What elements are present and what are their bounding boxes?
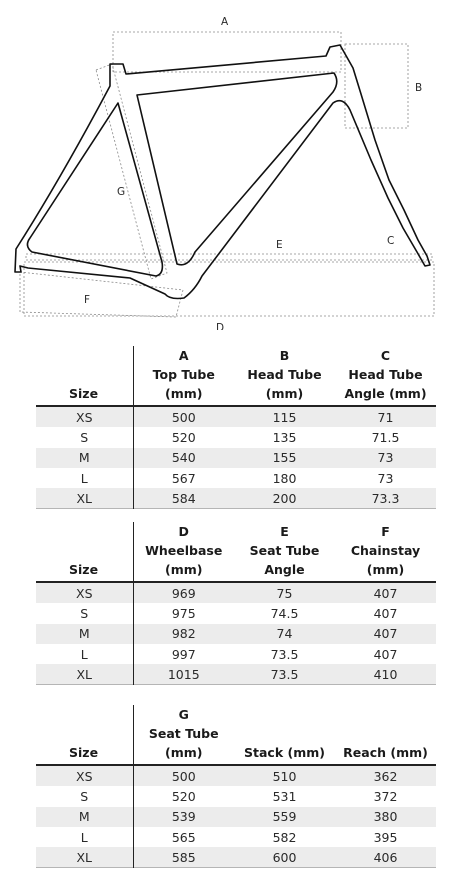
- value-cell: 510: [234, 765, 335, 786]
- value-cell: 71.5: [335, 427, 436, 447]
- value-cell: 540: [133, 448, 234, 468]
- value-cell: 395: [335, 827, 436, 847]
- size-cell: L: [36, 827, 133, 847]
- value-cell: 565: [133, 827, 234, 847]
- table-row: [36, 427, 436, 447]
- value-cell: 997: [133, 644, 234, 664]
- bike-frame: [15, 45, 430, 299]
- size-cell: S: [36, 603, 133, 623]
- value-cell: 74.5: [234, 603, 335, 623]
- value-cell: 407: [335, 624, 436, 644]
- column-header-e: E Seat Tube Angle: [249, 524, 320, 577]
- value-cell: 71: [335, 406, 436, 427]
- label-g: G: [117, 186, 126, 198]
- column-header-reach: Reach (mm): [343, 745, 428, 760]
- size-cell: XS: [36, 765, 133, 786]
- dimension-d-wheelbase-box: [24, 262, 434, 316]
- table-row: [36, 624, 436, 644]
- value-cell: 407: [335, 603, 436, 623]
- size-column-header: Size: [36, 346, 133, 406]
- value-cell: 380: [335, 807, 436, 827]
- label-f: F: [84, 294, 91, 306]
- value-cell: 520: [133, 786, 234, 806]
- value-cell: 180: [234, 468, 335, 488]
- size-cell: M: [36, 807, 133, 827]
- table-row: [36, 765, 436, 786]
- table-row: [36, 582, 436, 603]
- geometry-table-2: [36, 522, 436, 685]
- label-a: A: [221, 16, 229, 28]
- size-cell: XS: [36, 582, 133, 603]
- value-cell: 407: [335, 644, 436, 664]
- value-cell: 73: [335, 468, 436, 488]
- value-cell: 372: [335, 786, 436, 806]
- value-cell: 410: [335, 664, 436, 685]
- size-column-header: Size: [36, 705, 133, 765]
- value-cell: 539: [133, 807, 234, 827]
- table-row: [36, 488, 436, 509]
- column-header-d: D Wheelbase (mm): [145, 524, 223, 577]
- value-cell: 75: [234, 582, 335, 603]
- value-cell: 975: [133, 603, 234, 623]
- dimension-g-seat-tube-box: [96, 64, 167, 279]
- value-cell: 982: [133, 624, 234, 644]
- table-header-row: [36, 346, 436, 406]
- table-row: [36, 448, 436, 468]
- table-row: [36, 406, 436, 427]
- label-e: E: [276, 239, 283, 251]
- label-c: C: [387, 235, 395, 247]
- dimension-a-top-tube-box: [113, 32, 341, 72]
- size-cell: L: [36, 468, 133, 488]
- dimension-b-head-tube-box: [345, 44, 408, 128]
- table-row: [36, 827, 436, 847]
- column-header-a: A Top Tube (mm): [152, 348, 215, 401]
- value-cell: 406: [335, 847, 436, 868]
- size-cell: S: [36, 427, 133, 447]
- value-cell: 969: [133, 582, 234, 603]
- value-cell: 74: [234, 624, 335, 644]
- table-row: [36, 786, 436, 806]
- value-cell: 73: [335, 448, 436, 468]
- column-header-b: B Head Tube (mm): [247, 348, 322, 401]
- column-header-c: C Head Tube Angle (mm): [344, 348, 427, 401]
- value-cell: 567: [133, 468, 234, 488]
- value-cell: 1015: [133, 664, 234, 685]
- column-header-f: F Chainstay (mm): [350, 524, 421, 577]
- size-cell: S: [36, 786, 133, 806]
- table-header-row: [36, 705, 436, 765]
- value-cell: 500: [133, 406, 234, 427]
- geometry-table-3: [36, 705, 436, 868]
- size-cell: XL: [36, 847, 133, 868]
- value-cell: 115: [234, 406, 335, 427]
- size-cell: L: [36, 644, 133, 664]
- value-cell: 600: [234, 847, 335, 868]
- dimension-f-chainstay-box: [20, 272, 183, 317]
- table-row: [36, 847, 436, 868]
- value-cell: 73.5: [234, 644, 335, 664]
- value-cell: 73.3: [335, 488, 436, 509]
- size-cell: XL: [36, 664, 133, 685]
- table-row: [36, 644, 436, 664]
- value-cell: 362: [335, 765, 436, 786]
- value-cell: 200: [234, 488, 335, 509]
- value-cell: 559: [234, 807, 335, 827]
- dimension-e-seat-angle-box: [26, 254, 432, 260]
- value-cell: 500: [133, 765, 234, 786]
- size-cell: XL: [36, 488, 133, 509]
- size-cell: M: [36, 624, 133, 644]
- label-d: D: [216, 322, 225, 330]
- size-cell: XS: [36, 406, 133, 427]
- value-cell: 584: [133, 488, 234, 509]
- value-cell: 155: [234, 448, 335, 468]
- table-row: [36, 468, 436, 488]
- label-b: B: [415, 82, 423, 94]
- table-header-row: [36, 522, 436, 582]
- table-row: [36, 664, 436, 685]
- value-cell: 531: [234, 786, 335, 806]
- size-cell: M: [36, 448, 133, 468]
- column-header-stack: Stack (mm): [244, 745, 325, 760]
- table-row: [36, 603, 436, 623]
- geometry-table-1: [36, 346, 436, 509]
- value-cell: 407: [335, 582, 436, 603]
- column-header-g: G Seat Tube (mm): [148, 707, 219, 760]
- size-column-header: Size: [36, 522, 133, 582]
- value-cell: 520: [133, 427, 234, 447]
- frame-geometry-diagram: [0, 0, 450, 330]
- value-cell: 582: [234, 827, 335, 847]
- value-cell: 73.5: [234, 664, 335, 685]
- value-cell: 135: [234, 427, 335, 447]
- value-cell: 585: [133, 847, 234, 868]
- table-row: [36, 807, 436, 827]
